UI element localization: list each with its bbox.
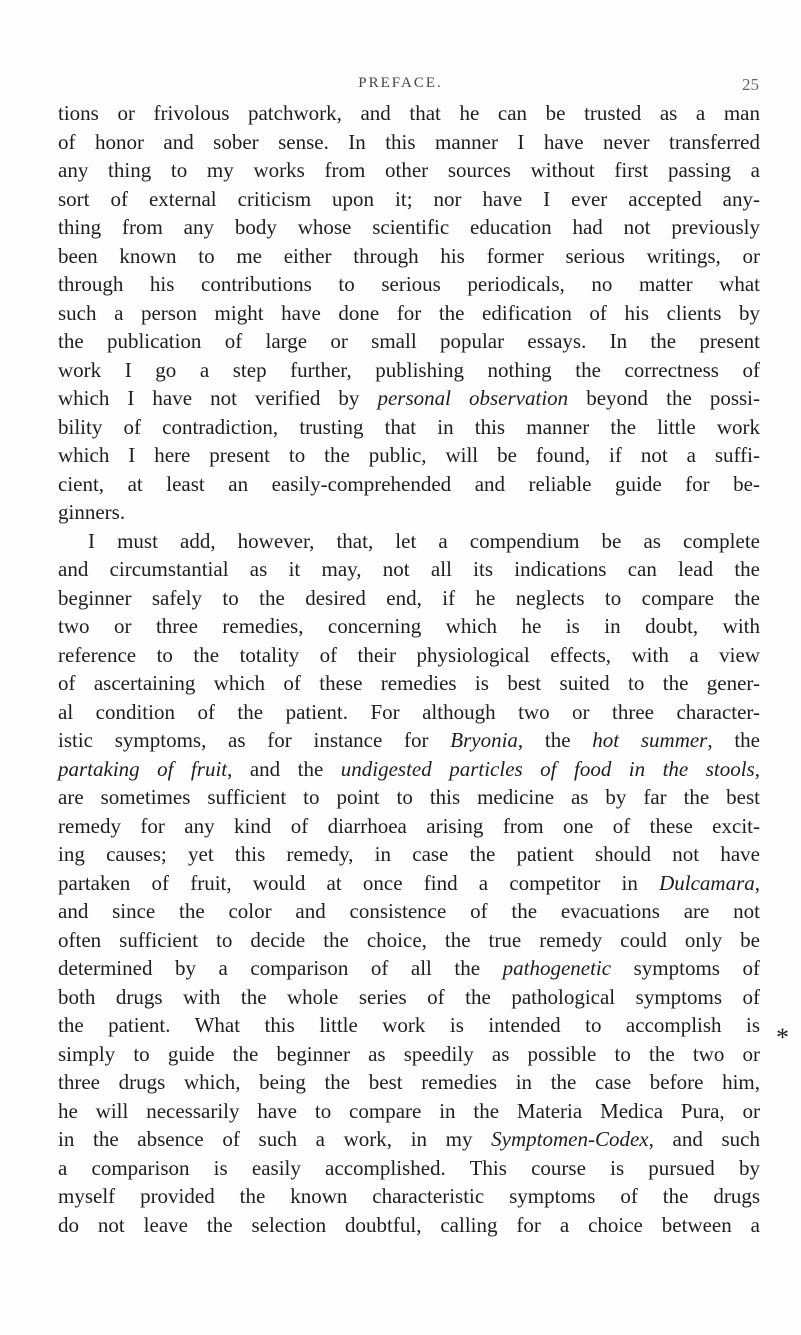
text-line: through his contributions to serious periodicals, no matter what	[58, 272, 760, 296]
paragraph-start-line: I must add, however, that, let a compendium be as complete	[88, 528, 760, 553]
running-head-title: PREFACE.	[358, 75, 443, 91]
text-line: and circumstantial as it may, not all its indications can lead the	[58, 557, 760, 581]
italic-phrase: partaking of fruit	[58, 756, 228, 781]
text-line: determined by a comparison of all the pathogenetic symptoms of	[58, 956, 760, 980]
italic-phrase: Dulcamara	[659, 870, 755, 895]
text-line: work I go a step further, publishing nothing the correctness of	[58, 357, 760, 382]
text-line: of honor and sober sense. In this manner I have never transferred	[58, 129, 760, 154]
text-line: bility of contradiction, trusting that in this manner the little work	[58, 414, 760, 439]
text-line: beginner safely to the desired end, if he neglects to compare the	[58, 585, 760, 610]
text-line: partaken of fruit, would at once find a competitor in Dulcamara,	[58, 870, 760, 895]
italic-phrase: undigested particles of food in the stools	[340, 756, 755, 781]
text-line: the patient. What this little work is intended to accomplish is	[58, 1013, 760, 1037]
body-text	[58, 99, 760, 1239]
text-line: which I have not verified by personal observation beyond the possi-	[58, 386, 760, 410]
text-line: any thing to my works from other sources without first passing a	[58, 158, 760, 182]
text-line: both drugs with the whole series of the pathological symptoms of	[58, 984, 760, 1009]
text-line: often sufficient to decide the choice, the true remedy could only be	[58, 927, 760, 952]
text-line: and since the color and consistence of the evacuations are not	[58, 899, 760, 923]
text-line: been known to me either through his former serious writings, or	[58, 243, 760, 268]
text-line: cient, at least an easily-comprehended and reliable guide for be-	[58, 471, 760, 496]
text-line: do not leave the selection doubtful, calling for a choice between a	[58, 1212, 760, 1237]
text-line: such a person might have done for the edification of his clients by	[58, 300, 760, 325]
text-line: are sometimes sufficient to point to this medicine as by far the best	[58, 785, 760, 809]
text-line: al condition of the patient. For although two or three character-	[58, 699, 760, 724]
text-line: the publication of large or small popular essays. In the present	[58, 329, 760, 353]
text-line: in the absence of such a work, in my Symptomen-Codex, and such	[58, 1127, 760, 1151]
text-line: partaking of fruit, and the undigested particles of food in the stools,	[58, 756, 760, 781]
text-line: ginners.	[58, 500, 126, 524]
italic-phrase: Bryonia	[450, 728, 518, 752]
text-line: sort of external criticism upon it; nor have I ever accepted any-	[58, 186, 760, 211]
italic-phrase: pathogenetic	[502, 956, 612, 980]
margin-asterisk: *	[776, 1023, 789, 1052]
text-line: simply to guide the beginner as speedily as possible to the two or	[58, 1041, 760, 1066]
text-line: istic symptoms, as for instance for Bryonia, the hot summer, the	[58, 728, 760, 752]
text-line: a comparison is easily accomplished. This course is pursued by	[58, 1155, 760, 1180]
text-line: he will necessarily have to compare in the Materia Medica Pura, or	[58, 1098, 760, 1123]
italic-phrase: personal observation	[377, 386, 569, 410]
running-head	[0, 75, 801, 99]
page-number: 25	[742, 75, 759, 94]
text-line: myself provided the known characteristic symptoms of the drugs	[58, 1184, 760, 1208]
text-line: remedy for any kind of diarrhoea arising from one of these excit-	[58, 813, 760, 838]
italic-phrase: hot summer	[592, 728, 708, 752]
text-line: tions or frivolous patchwork, and that he can be trusted as a man	[58, 101, 760, 125]
italic-phrase: Symptomen-Codex	[491, 1127, 649, 1151]
text-line: reference to the totality of their physiological effects, with a view	[58, 642, 760, 667]
text-line: which I here present to the public, will be found, if not a suffi-	[58, 443, 760, 467]
text-line: of ascertaining which of these remedies is best suited to the gener-	[58, 671, 760, 695]
text-line: ing causes; yet this remedy, in case the patient should not have	[58, 842, 760, 866]
text-line: thing from any body whose scientific education had not previously	[58, 215, 760, 239]
text-line: three drugs which, being the best remedies in the case before him,	[58, 1070, 760, 1094]
text-line: two or three remedies, concerning which he is in doubt, with	[58, 614, 760, 638]
